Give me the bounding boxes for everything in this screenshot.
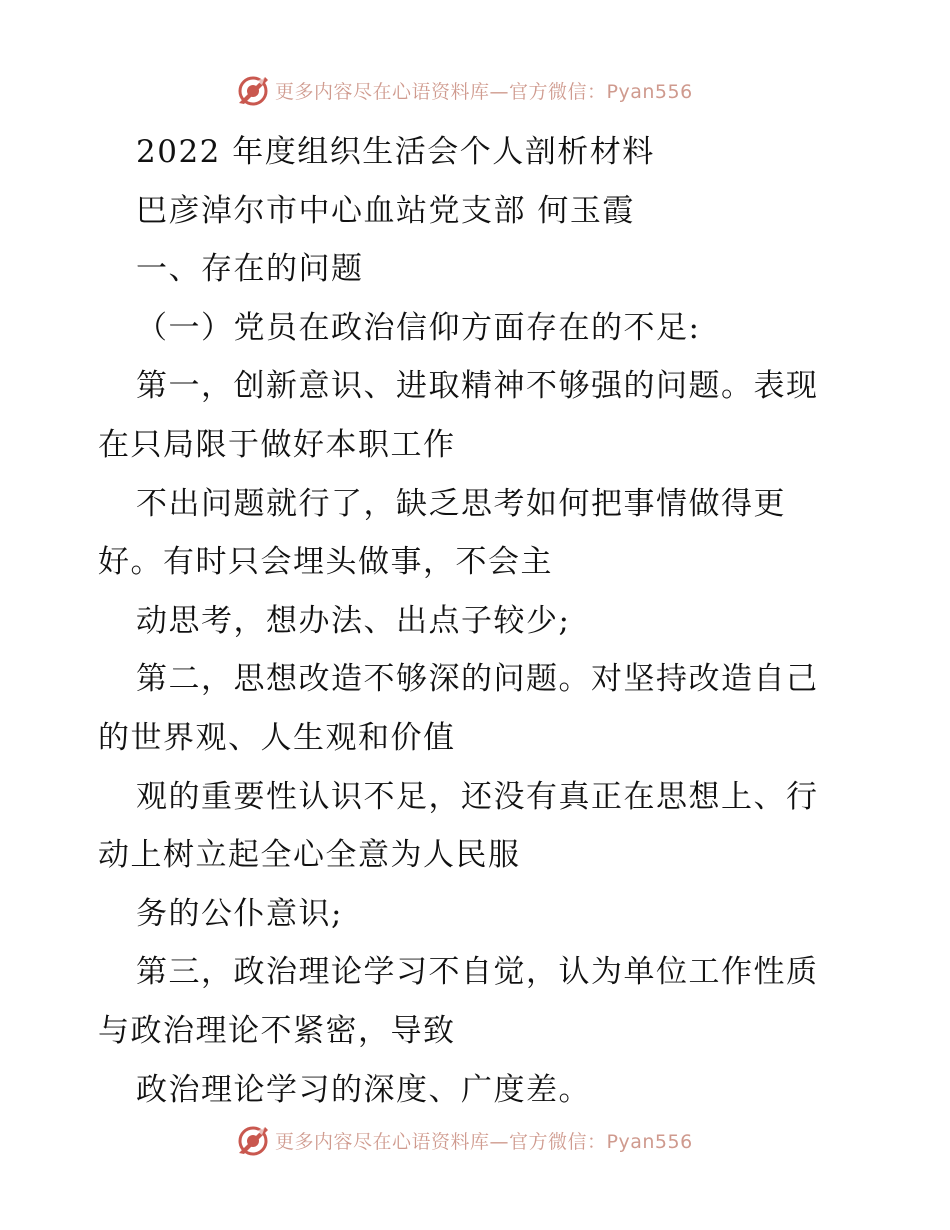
- document-body: [98, 123, 858, 1119]
- footer-watermark: [235, 1120, 693, 1160]
- paragraph-line: 第三，政治理论学习不自觉，认为单位工作性质: [136, 954, 819, 991]
- watermark-text: 更多内容尽在心语资料库—官方微信：Pyan556: [275, 1130, 693, 1153]
- paragraph-line: 与政治理论不紧密，导致: [98, 1012, 456, 1049]
- paragraph-line: 务的公仆意识;: [136, 895, 343, 932]
- feather-pen-seal-icon: [235, 72, 271, 108]
- paragraph-line: 好。有时只会埋头做事，不会主: [98, 544, 553, 581]
- paragraph-line: 第一，创新意识、进取精神不够强的问题。表现: [136, 368, 819, 405]
- feather-pen-seal-icon: [235, 1122, 271, 1158]
- paragraph-line: 不出问题就行了，缺乏思考如何把事情做得更: [136, 485, 786, 522]
- author-line: 巴彦淖尔市中心血站党支部 何玉霞: [136, 192, 635, 229]
- paragraph-line: 在只局限于做好本职工作: [98, 426, 456, 463]
- paragraph-line: 的世界观、人生观和价值: [98, 719, 456, 756]
- paragraph-line: 观的重要性认识不足，还没有真正在思想上、行: [136, 778, 819, 815]
- header-watermark: [235, 70, 693, 110]
- section-heading: 一、存在的问题: [136, 251, 364, 288]
- paragraph-line: 政治理论学习的深度、广度差。: [136, 1071, 591, 1108]
- watermark-text: 更多内容尽在心语资料库—官方微信：Pyan556: [275, 80, 693, 103]
- document-title: 2022 年度组织生活会个人剖析材料: [136, 134, 655, 170]
- subsection-heading: （一）党员在政治信仰方面存在的不足:: [136, 309, 701, 346]
- paragraph-line: 动上树立起全心全意为人民服: [98, 837, 521, 874]
- paragraph-line: 第二，思想改造不够深的问题。对坚持改造自己: [136, 661, 819, 698]
- paragraph-line: 动思考，想办法、出点子较少;: [136, 602, 571, 639]
